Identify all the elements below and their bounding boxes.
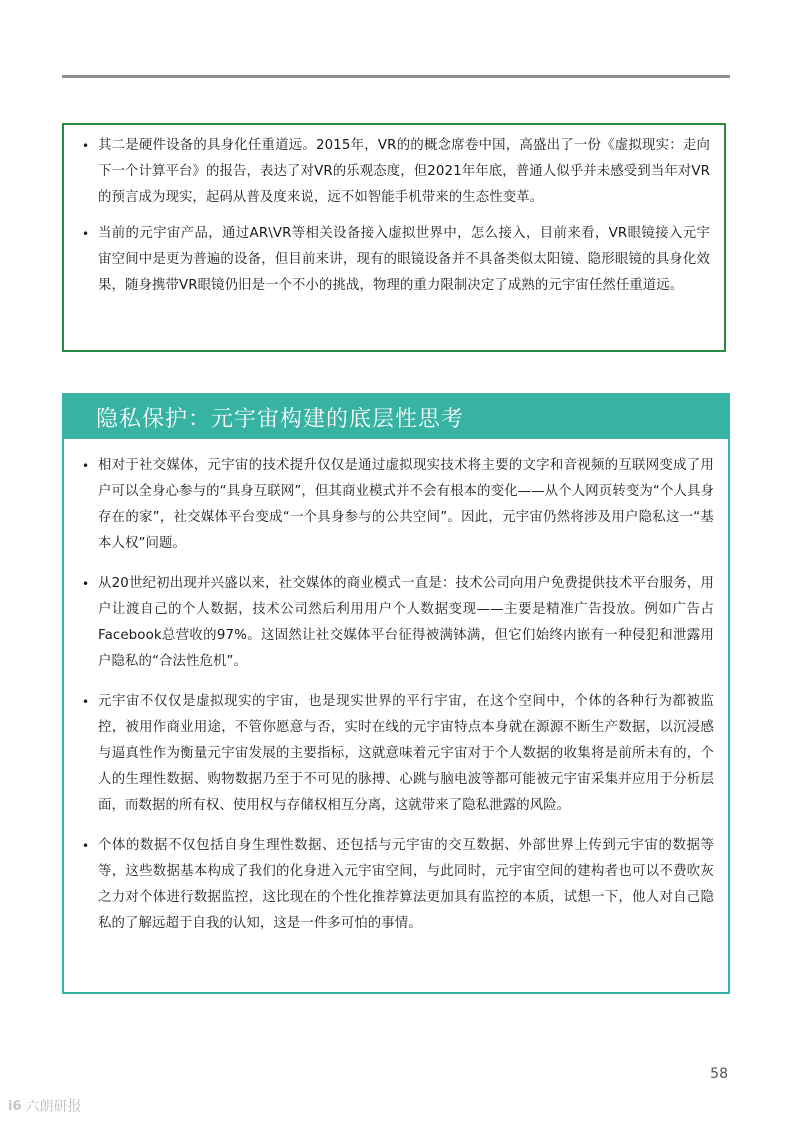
list-item: • 从20世纪初出现并兴盛以来，社交媒体的商业模式一直是：技术公司向用户免费提供技术平台服务，用户让渡自己的个人数据，技术公司然后利用用户个人数据变现——主要是精准广告投放。例如广告占Facebook总营收的97%。这固然让社交媒体平台征得被满钵满，但它们始终内嵌有一种侵犯和泄露用户隐私的“合法性危机”。: [86, 571, 714, 675]
list-item: • 个体的数据不仅包括自身生理性数据、还包括与元宇宙的交互数据、外部世界上传到元宇宙的数据等等，这些数据基本构成了我们的化身进入元宇宙空间，与此同时，元宇宙空间的建构者也可以不费吹灰之力对个体进行数据监控，这比现在的个性化推荐算法更加具有监控的本质，试想一下，他人对自己隐私的了解远超于自我的认知，这是一件多可怕的事情。: [86, 833, 714, 937]
list-item: • 相对于社交媒体，元宇宙的技术提升仅仅是通过虚拟现实技术将主要的文字和音视频的互联网变成了用户可以全身心参与的“具身互联网”，但其商业模式并不会有根本的变化——从个人网页转变为“个人具身存在的家”，社交媒体平台变成“一个具身参与的公共空间”。因此，元宇宙仍然将涉及用户隐私这一“基本人权”问题。: [86, 453, 714, 557]
page-number: 58: [710, 1066, 728, 1082]
section-header: [64, 395, 728, 439]
watermark-text: 六朗研报: [25, 1099, 82, 1115]
bullet-list: [64, 125, 724, 299]
section-title: 隐私保护：元宇宙构建的底层性思考: [96, 406, 465, 432]
list-item: • 当前的元宇宙产品，通过AR\VR等相关设备接入虚拟世界中，怎么接入，目前来看，VR眼镜接入元宇宙空间中是更为普遍的设备，但目前来讲，现有的眼镜设备并不具备类似太阳镜、隐形眼镜的具身化效果，随身携带VR眼镜仍旧是一个不小的挑战，物理的重力限制决定了成熟的元宇宙任然任重道远。: [86, 221, 710, 299]
hardware-embodiment-box: [62, 123, 726, 352]
list-item: • 其二是硬件设备的具身化任重道远。2015年，VR的的概念席卷中国，高盛出了一份《虚拟现实：走向下一个计算平台》的报告，表达了对VR的乐观态度，但2021年年底，普通人似乎并未感受到当年对VR的预言成为现实，起码从普及度来说，远不如智能手机带来的生态性变革。: [86, 133, 710, 211]
watermark: [8, 1096, 82, 1116]
list-item: • 元宇宙不仅仅是虚拟现实的宇宙，也是现实世界的平行宇宙，在这个空间中，个体的各种行为都被监控，被用作商业用途，不管你愿意与否，实时在线的元宇宙特点本身就在源源不断生产数据，以沉浸感与逼真性作为衡量元宇宙发展的主要指标，这就意味着元宇宙对于个人数据的收集将是前所未有的，个人的生理性数据、购物数据乃至于不可见的脉搏、心跳与脑电波等都可能被元宇宙采集并应用于分析层面，而数据的所有权、使用权与存储权相互分离，这就带来了隐私泄露的风险。: [86, 689, 714, 819]
watermark-logo-icon: i6: [8, 1098, 22, 1114]
privacy-section-box: [62, 393, 730, 994]
top-divider: [62, 75, 730, 78]
bullet-list: [64, 439, 728, 937]
